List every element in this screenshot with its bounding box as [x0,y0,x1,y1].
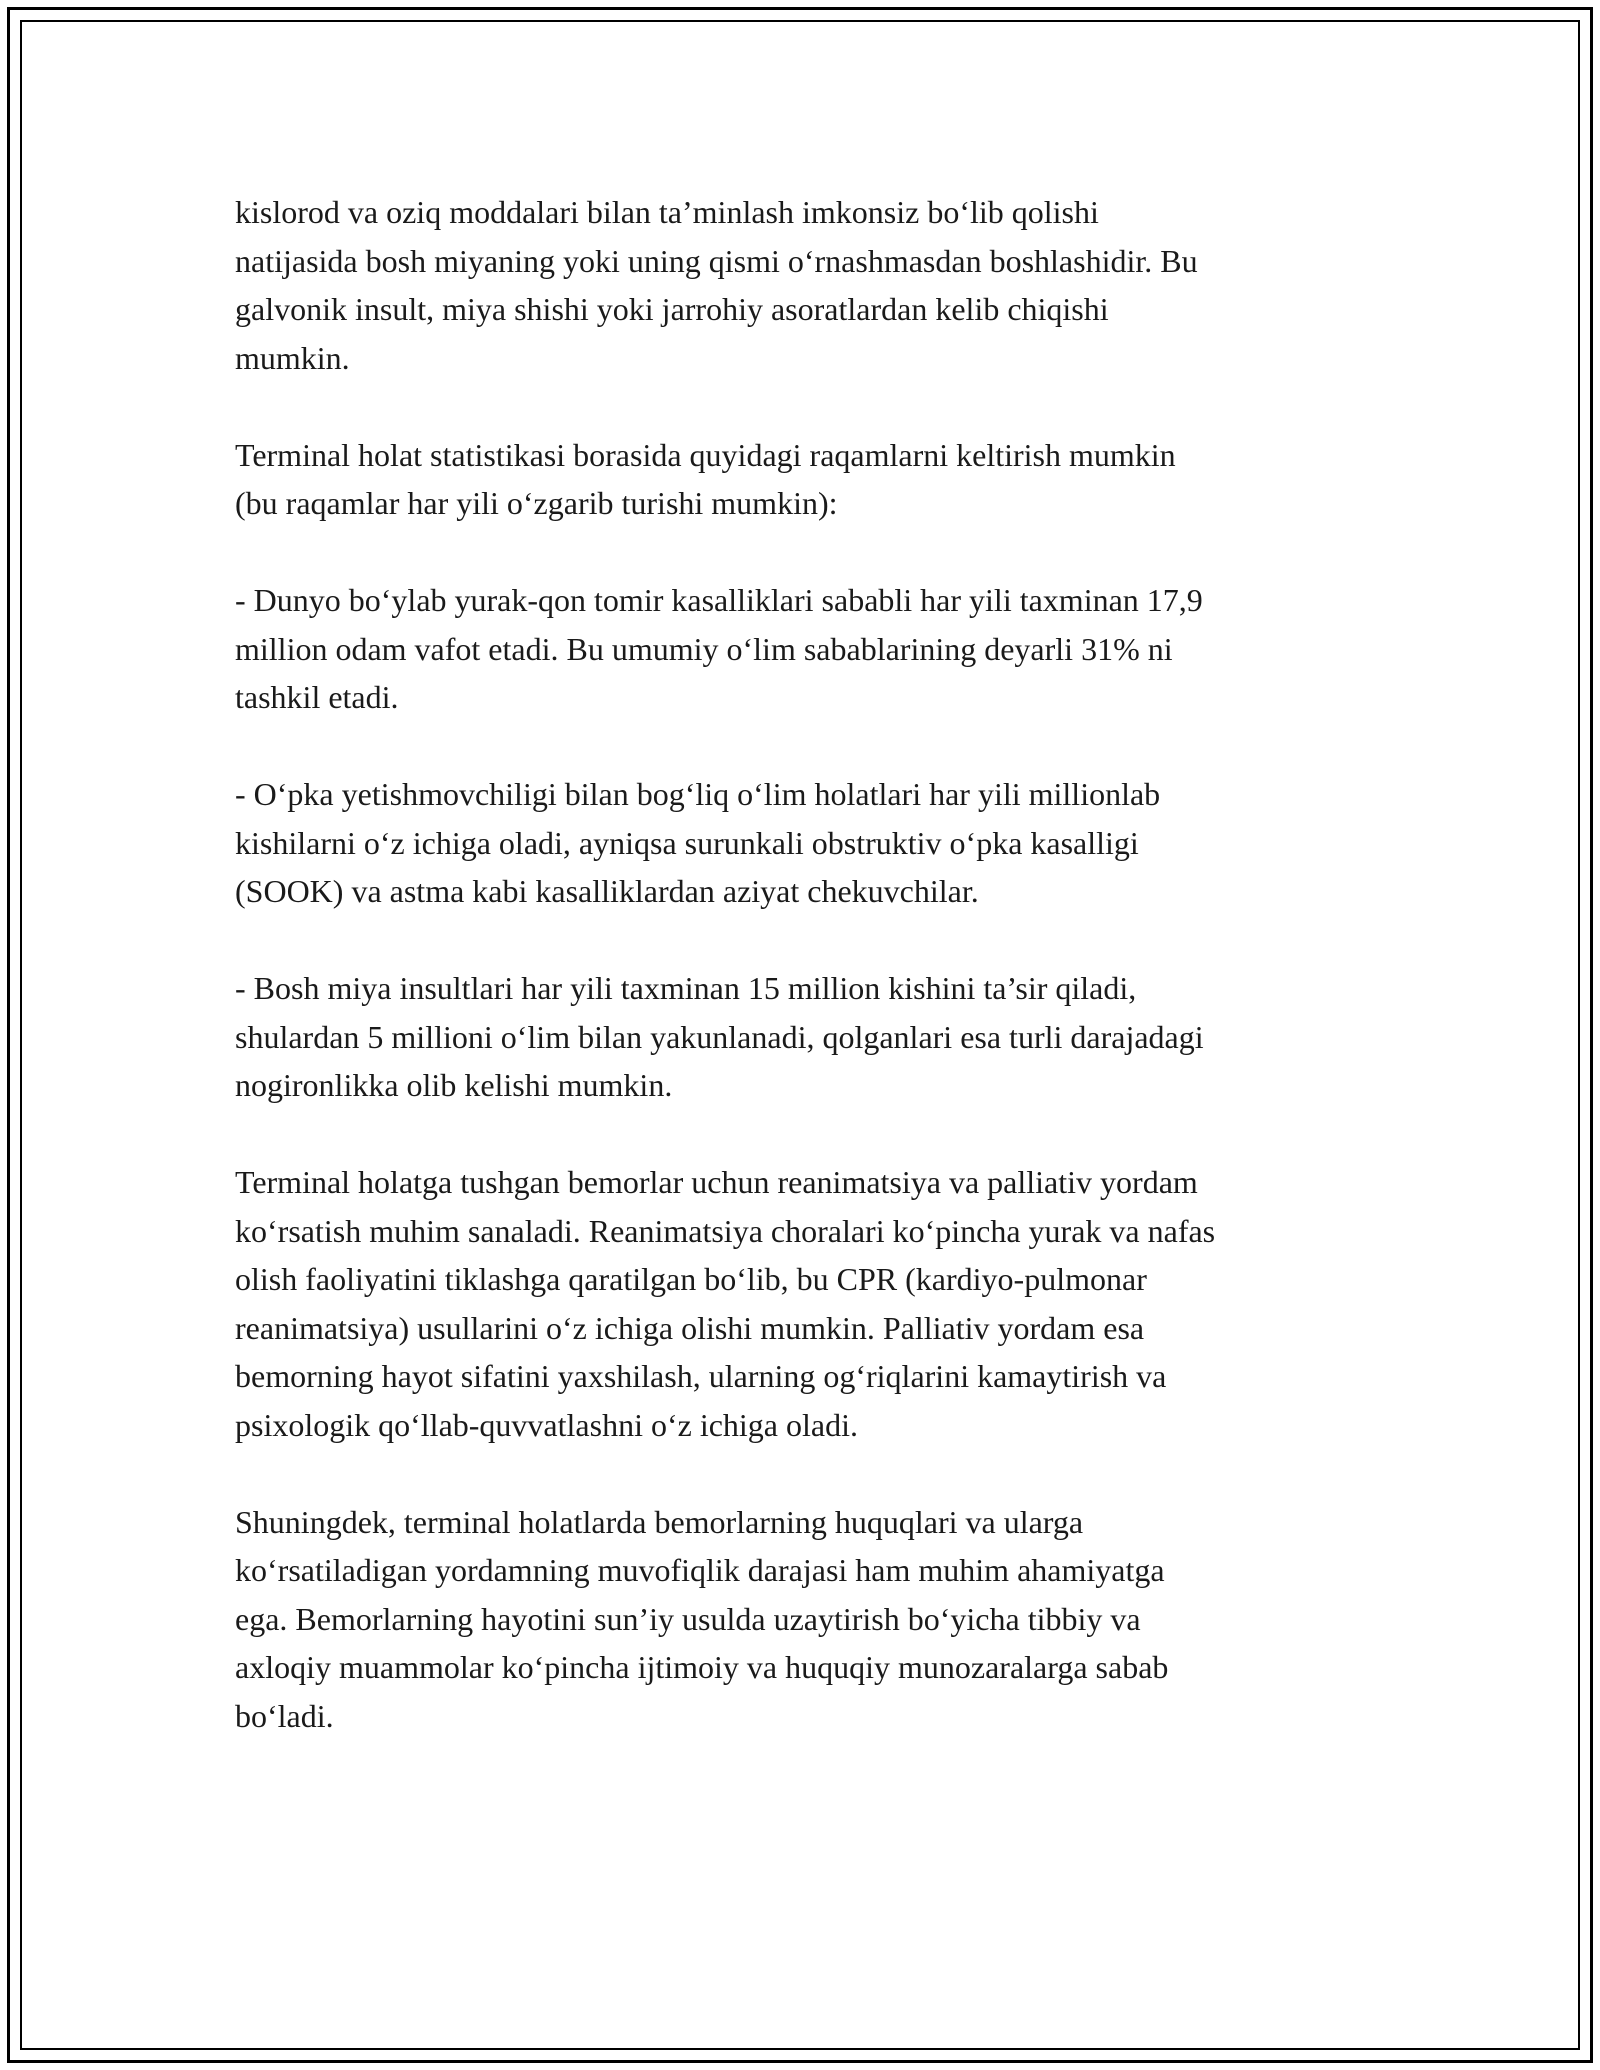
list-item-cardiovascular [235,576,1365,722]
text-line: ko‘rsatish muhim sanaladi. Reanimatsiya choralari ko‘pincha yurak va nafas [235,1212,1216,1249]
paragraph-statistics-intro [235,431,1365,528]
text-line: - Bosh miya insultlari har yili taxminan 15 million kishini ta’sir qiladi, [235,970,1137,1006]
list-item-stroke [235,964,1365,1110]
text-line: bemorning hayot sifatini yaxshilash, ularning og‘riqlarini kamaytirish va [235,1358,1167,1394]
text-line: Terminal holat statistikasi borasida quyidagi raqamlarni keltirish mumkin [235,436,1176,473]
text-line: shulardan 5 millioni o‘lim bilan yakunlanadi, qolganlari esa turli darajadagi [235,1018,1204,1055]
text-line: - Dunyo bo‘ylab yurak-qon tomir kasalliklari sababli har yili taxminan 17,9 [235,582,1203,618]
text-line: (SOOK) va astma kabi kasalliklardan aziyat chekuvchilar. [235,873,979,909]
text-line: mumkin. [235,339,350,376]
paragraph-patient-rights [235,1498,1365,1741]
text-line: galvonik insult, miya shishi yoki jarrohiy asoratlardan kelib chiqishi [235,291,1109,327]
text-line: Terminal holatga tushgan bemorlar uchun reanimatsiya va palliativ yordam [235,1164,1198,1200]
text-line: psixologik qo‘llab-quvvatlashni o‘z ichiga oladi. [235,1406,858,1443]
text-line: - O‘pka yetishmovchiligi bilan bog‘liq o‘lim holatlari har yili millionlab [235,776,1161,812]
text-line: bo‘ladi. [235,1697,334,1734]
paragraph-intro-continuation [235,188,1365,382]
text-line: ega. Bemorlarning hayotini sun’iy usulda uzaytirish bo‘yicha tibbiy va [235,1600,1141,1637]
text-line: axloqiy muammolar ko‘pincha ijtimoiy va huquqiy munozaralarga sabab [235,1649,1169,1685]
text-line: reanimatsiya) usullarini o‘z ichiga olishi mumkin. Palliativ yordam esa [235,1309,1145,1346]
text-line: tashkil etadi. [235,679,399,715]
text-line: nogironlikka olib kelishi mumkin. [235,1067,673,1103]
paragraph-reanimation-palliative [235,1158,1365,1449]
text-line: kishilarni o‘z ichiga oladi, ayniqsa surunkali obstruktiv o‘pka kasalligi [235,824,1139,861]
text-line: kislorod va oziq moddalari bilan ta’minlash imkonsiz bo‘lib qolishi [235,194,1099,230]
list-item-lung-failure [235,770,1365,916]
text-line: olish faoliyatini tiklashga qaratilgan bo‘lib, bu CPR (kardiyo-pulmonar [235,1261,1147,1297]
text-line: natijasida bosh miyaning yoki uning qismi o‘rnashmasdan boshlashidir. Bu [235,242,1198,279]
text-line: million odam vafot etadi. Bu umumiy o‘lim sabablarining deyarli 31% ni [235,630,1173,667]
text-line: ko‘rsatiladigan yordamning muvofiqlik darajasi ham muhim ahamiyatga [235,1552,1165,1588]
text-line: Shuningdek, terminal holatlarda bemorlarning huquqlari va ularga [235,1503,1084,1540]
document-body [235,188,1365,1740]
text-line: (bu raqamlar har yili o‘zgarib turishi mumkin): [235,485,838,521]
